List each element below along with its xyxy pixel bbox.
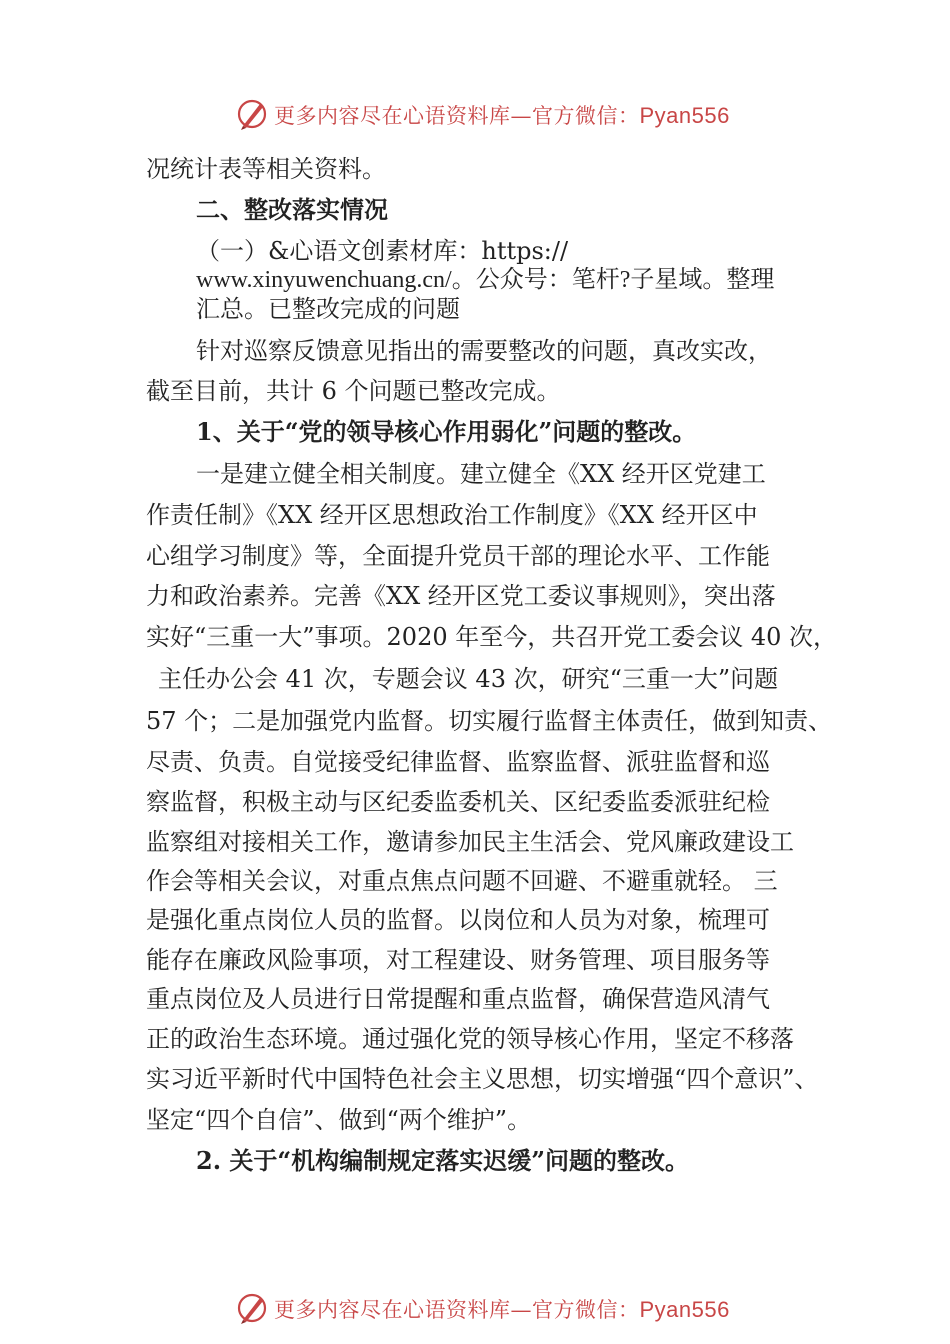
text-line: 心组学习制度》等，全面提升党员干部的理论水平、工作能 (146, 542, 770, 570)
pen-logo-icon (234, 96, 270, 132)
text-line: 汇总。已整改完成的问题 (196, 295, 460, 323)
text-line: 监察组对接相关工作，邀请参加民主生活会、党风廉政建设工 (146, 828, 794, 856)
text-line: 重点岗位及人员进行日常提醒和重点监督，确保营造风清气 (146, 985, 770, 1013)
text-line: 截至目前，共计 6 个问题已整改完成。 (146, 377, 561, 405)
text-line: 力和政治素养。完善《XX 经开区党工委议事规则》，突出落 (146, 582, 776, 610)
paragraph-start: 针对巡察反馈意见指出的需要整改的问题，真改实改， (196, 337, 772, 365)
text-line: 坚定“四个自信”、做到“两个维护”。 (146, 1106, 532, 1134)
text-line: 作责任制》《XX 经开区思想政治工作制度》《XX 经开区中 (146, 501, 758, 529)
pen-logo-icon (234, 1290, 270, 1326)
text-line: 能存在廉政风险事项，对工程建设、财务管理、项目服务等 (146, 946, 770, 974)
section-heading: 二、整改落实情况 (196, 195, 388, 224)
watermark-text: 更多内容尽在心语资料库—官方微信：Pyan556 (274, 1297, 730, 1322)
text-line: 实好“三重一大”事项。2020 年至今，共召开党工委会议 40 次， (146, 623, 838, 651)
text-line: 察监督，积极主动与区纪委监委机关、区纪委监委派驻纪检 (146, 788, 770, 816)
text-line: 主任办公会 41 次，专题会议 43 次，研究“三重一大”问题 (158, 665, 779, 693)
paragraph-start: 一是建立健全相关制度。建立健全《XX 经开区党建工 (196, 460, 766, 488)
subsection-heading: （一）&心语文创素材库：https:// (196, 237, 569, 265)
watermark-footer (0, 1288, 950, 1328)
text-line: 正的政治生态环境。通过强化党的领导核心作用，坚定不移落 (146, 1025, 794, 1053)
item-heading: 2. 关于“机构编制规定落实迟缓”问题的整改。 (196, 1146, 690, 1175)
text-line: 况统计表等相关资料。 (146, 155, 386, 183)
watermark-header (0, 94, 950, 134)
item-heading: 1、关于“党的领导核心作用弱化”问题的整改。 (196, 417, 697, 446)
text-line: 是强化重点岗位人员的监督。以岗位和人员为对象，梳理可 (146, 906, 770, 934)
text-line: 尽责、负责。自觉接受纪律监督、监察监督、派驻监督和巡 (146, 748, 770, 776)
text-line: 作会等相关会议，对重点焦点问题不回避、不避重就轻。 三 (146, 867, 778, 895)
text-line: 57 个；二是加强党内监督。切实履行监督主体责任，做到知责、 (146, 707, 833, 735)
watermark-text: 更多内容尽在心语资料库—官方微信：Pyan556 (274, 103, 730, 128)
text-line: 实习近平新时代中国特色社会主义思想，切实增强“四个意识”、 (146, 1065, 819, 1093)
text-line: www.xinyuwenchuang.cn/。公众号：笔杆?子星域。整理 (196, 267, 775, 293)
